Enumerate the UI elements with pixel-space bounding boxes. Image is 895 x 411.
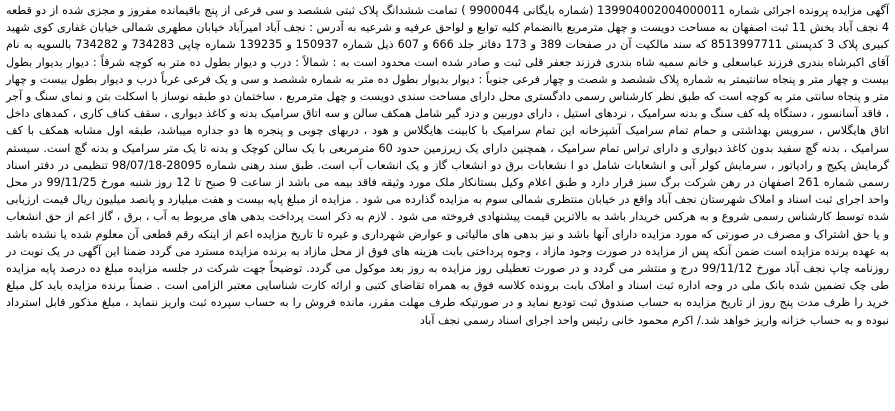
- auction-notice-text: آگهی مزایده پرونده اجرائی شماره 139904002004000011 (شماره بایگانی 9900044 ) تمامت ششدانگ پلاک ثبتی ششصد و سی فرعی از پنج باقیمانده مفروز و مجزی شده از دو قطعه 4 نجف آباد بخش 11 ثبت اصفهان به مساحت دویست و چهل مترمربع باانضمام کلیه توابع و لواحق عرفیه و شرعیه به آدرس : نجف آباد امیرآباد خیابان مطهری شمالی خیابان غفاری کوی شهید کبیری پلاک 3 کدپستی 8513997711 که سند مالکیت آن در صفحات 389 و 173 دفاتر جلد 666 و 607 ذیل شماره 150937 و 139235 شماره چاپی 734283 و 734282 بالسویه به نام آقای اکبرشاه بندری فرزند عباسعلی و خانم سمیه شاه بندری فرزند جعفر قلی ثبت و صادر شده است محدود است به : شمالاً : درب و دیوار بطول ده متر به کوچه شرقاً : دیوار بدیوار بطول بیست و چهار متر و پنجاه سانتیمتر به شماره پلاک ششصد و شصت و چهار فرعی جنوباً : دیوار بدیوار بطول ده متر به شماره ششصد و سی و یک فرعی غرباً درب و دیوار بطول بیست و چهار متر و پنجاه سانتی متر به کوچه است که طبق نظر کارشناس رسمی دادگستری محل دارای مساحت سندی دویست و چهل مترمربع ، ساختمان دو طبقه نوساز با اسکلت بتن و نمای سنگ و آجر ، فاقد آسانسور ، دستگاه پله کف سنگ و بدنه سرامیک ، نردهای استیل ، دارای دوربین و دزد گیر شامل همکف سالن و سه اتاق سرامیک بدنه و کاغذ دیواری ، سقف کناف کاری ، کمدهای داخل اتاق هایگلاس ، سرویس بهداشتی و حمام تمام سرامیک آشپزخانه این تمام سرامیک با کابینت هایگلاس و هود ، دربهای چوبی و پنجره ها دو جداره میباشد، طبقه اول مشابه همکف با کف سرامیک ، بدنه گچ سفید بدون کاغذ دیواری و دارای تراس تمام سرامیک ، همچنین دارای یک زیرزمین حدود 60 مترمربعی با یک سالن کوچک و بدنه تا یک متر سرامیک و بدنه گچ است. سیستم گرمایش پکیج و رادیاتور ، سرمایش کولر آبی و انشعابات شامل دو ا نشعابات برق دو انشعاب گاز و یک انشعاب آب است. طبق سند رهنی شماره 28095-98/07/18 تنظیمی در دفتر اسناد رسمی شماره 261 اصفهان در رهن شرکت برگ سبز قرار دارد و طبق اعلام وکیل بستانکار ملک مورد وثیقه فاقد بیمه می باشد از ساعت 9 صبح تا 12 روز شنبه مورخ 99/11/25 در محل واحد اجرای ثبت اسناد و املاک شهرستان نجف آباد واقع در خیابان منتظری شمالی سوم به مزایده گذارده می شود . مزایده از مبلغ پایه بیست و هفت میلیارد و پانصد میلیون ریال قیمت ارزیابی شده توسط کارشناس رسمی شروع و به هرکس خریدار باشد به بالاترین قیمت پیشنهادی فروخته می شود . لازم به ذکر است پرداخت بدهی های مربوط به آب ، برق ، گاز اعم از حق انشعاب و یا حق اشتراک و مصرف در صورتی که مورد مزایده دارای آنها باشد و نیز بدهی های مالیاتی و عوارض شهرداری و غیره تا تاریخ مزایده اعم از اینکه رقم قطعی آن معلوم شده یا نشده باشد به عهده برنده مزایده است ضمن آنکه پس از مزایده در صورت وجود مازاد ، وجوه پرداختی بابت هزینه های فوق از محل مازاد به برنده مزایده مسترد می گردد ضمنا این آگهی در یک نوبت در روزنامه چاپ نجف آباد مورخ 99/11/12 درج و منتشر می گردد و در صورت تعطیلی روز مزایده به روز بعد موکول می گردد. توضیحاً جهت شرکت در جلسه مزایده مبلغ ده درصد پایه مزایده طی چک تضمین شده بانک ملی در وجه اداره ثبت اسناد و املاک بابت برونده کلاسه فوق به همراه تقاضای کتبی و ارائه کارت شناسایی معتبر الزامی است . ضمناً برنده مزایده باید کل مبلغ خرید را ظرف مدت پنج روز از تاریخ مزایده به حساب صندوق ثبت تودیع نماید و در صورتیکه طرف مهلت مقرر، مانده فروش را به حساب سپرده ثبت واریز ننماید ، مبلغ مذکور قابل استرداد نبوده و به حساب خزانه واریز خواهد شد./ اکرم محمود خانی رئیس واحد اجرای اسناد رسمی نجف آباد: [6, 4, 890, 327]
